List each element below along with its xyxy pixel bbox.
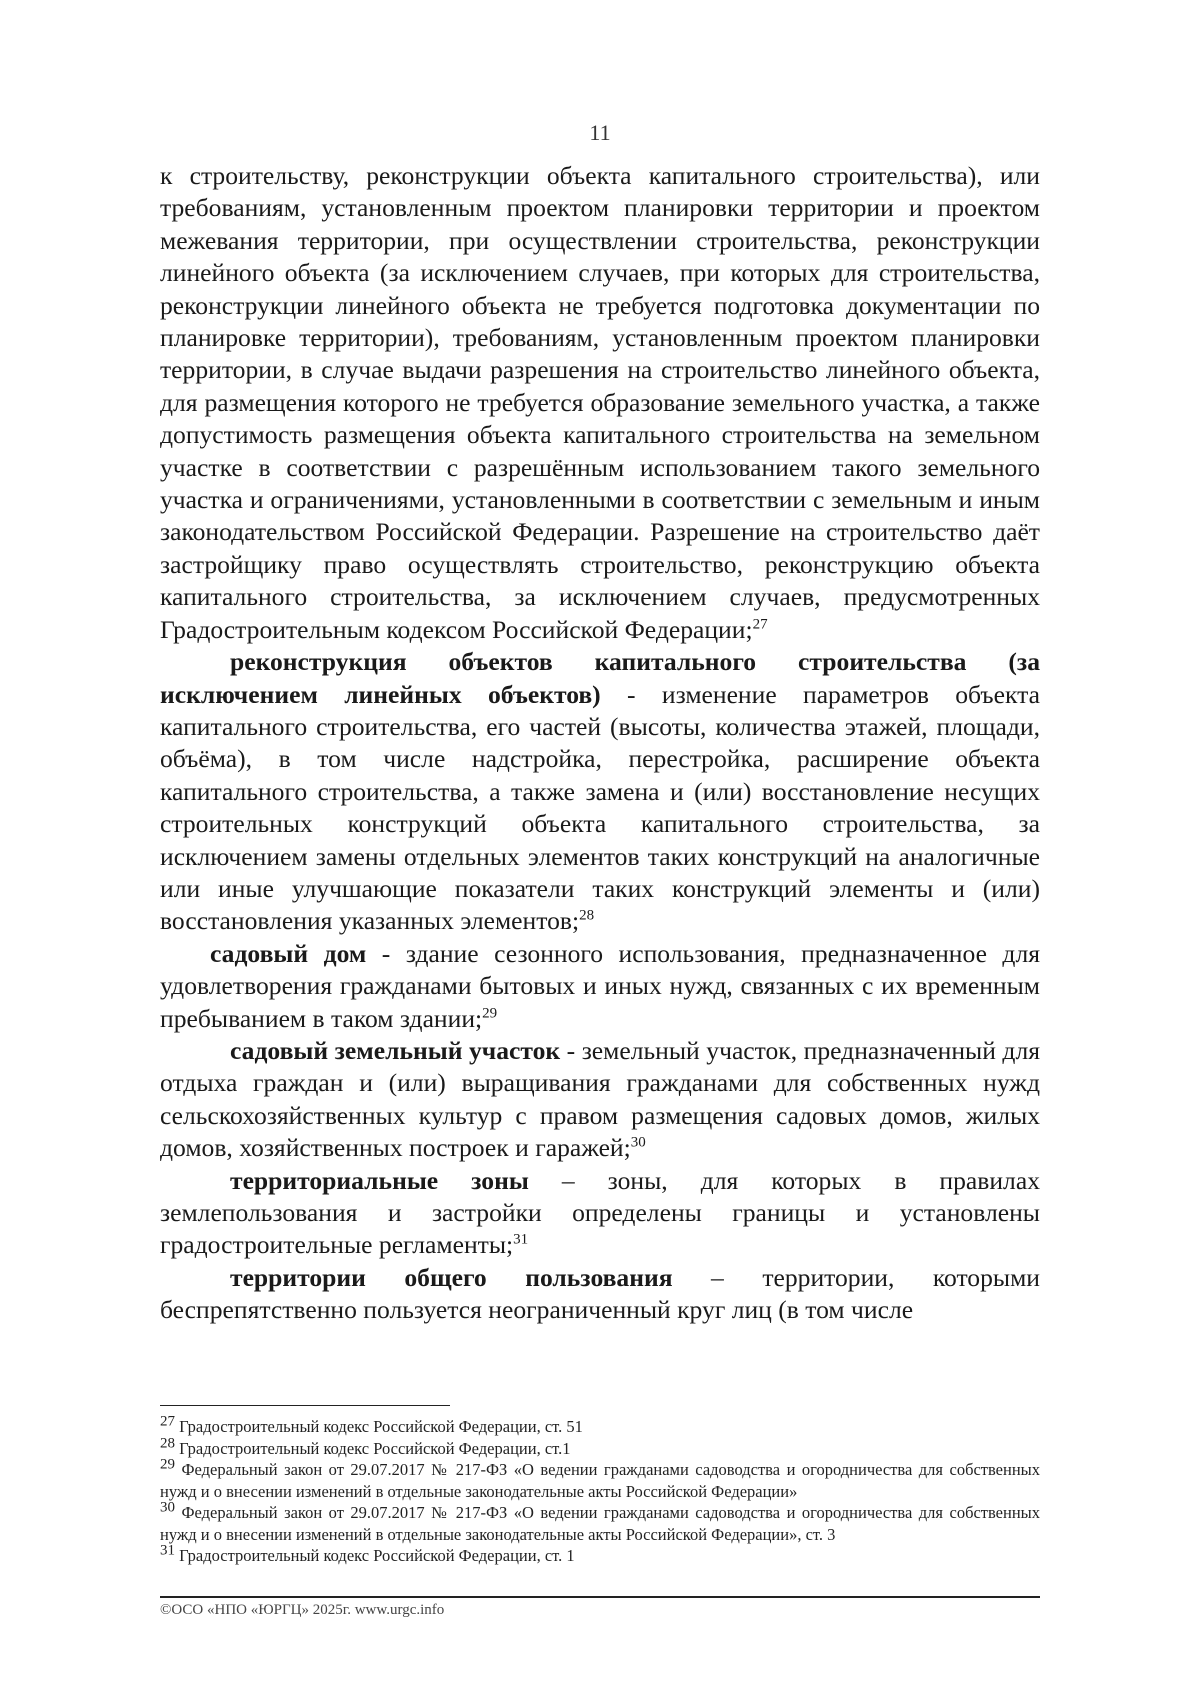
footnote-ref: 28 <box>579 907 595 924</box>
definition-text: - здание сезонного использования, предназначенное для удовлетворения гражданами бытовых и иных нужд, связанных с их временным пребыванием в таком здании; <box>160 938 1040 1033</box>
definition-text: – зоны, для которых в правилах землепользования и застройки определены границы и установлены градостроительные регламенты; <box>160 1165 1040 1260</box>
paragraph-continuation <box>160 160 1040 646</box>
footnote-number: 28 <box>160 1435 175 1451</box>
footnote <box>160 1413 1040 1438</box>
footnote <box>160 1499 1041 1545</box>
definition-term: территориальные зоны <box>230 1165 529 1195</box>
footnote-text: Градостроительный кодекс Российской Федерации, ст.1 <box>179 1438 571 1458</box>
footer-copyright: ©ОСО «НПО «ЮРГЦ» 2025г. www.urgc.info <box>160 1602 445 1618</box>
footnote-number: 29 <box>160 1456 175 1473</box>
definition-term: садовый дом <box>210 938 367 968</box>
footnote-ref: 31 <box>513 1231 529 1248</box>
footnote-ref: 29 <box>482 1005 498 1022</box>
definition-term: садовый земельный участок <box>230 1035 561 1065</box>
footnotes <box>160 1413 1041 1567</box>
definition-text: – территории, которыми беспрепятственно пользуется неограниченный круг лиц (в том числе <box>160 1262 1040 1325</box>
definition-reconstruction <box>160 646 1040 938</box>
definition-garden-plot <box>160 1035 1040 1165</box>
footnote-number: 31 <box>160 1542 175 1559</box>
definition-text: - земельный участок, предназначенный для отдыха граждан и (или) выращивания гражданами для собственных нужд сельскохозяйственных культур с правом размещения садовых домов, жилых домов, хозяйственных построек и гаражей; <box>160 1035 1040 1163</box>
footnote-text: Градостроительный кодекс Российской Федерации, ст. 1 <box>179 1546 575 1565</box>
footnote <box>160 1435 1040 1460</box>
footnote-text: Градостроительный кодекс Российской Федерации, ст. 51 <box>179 1417 583 1436</box>
footnote-text: Федеральный закон от 29.07.2017 № 217-ФЗ «О ведении гражданами садоводства и огородничества для собственных нужд и о внесении изменений в отдельные законодательные акты Российской Федерации» <box>160 1460 1041 1501</box>
body-text <box>160 160 1040 1327</box>
page-number: 11 <box>589 120 611 145</box>
definition-garden-house <box>160 938 1040 1035</box>
footnote-ref: 27 <box>752 616 768 633</box>
definition-text: - изменение параметров объекта капитального строительства, его частей (высоты, количества этажей, площади, объёма), в том числе надстройка, перестройка, расширение объекта капитального строительства, а также замена и (или) восстановление несущих строительных конструкций объекта капитального строительства, за исключением замены отдельных элементов таких конструкций на аналогичные или иные улучшающие показатели таких конструкций элементы и (или) восстановления указанных элементов; <box>160 679 1040 936</box>
definition-term: реконструкция объектов капитального строительства (за исключением линейных объектов) <box>160 647 1040 709</box>
definition-term: территории общего пользования <box>230 1262 673 1292</box>
footnote <box>160 1542 1040 1567</box>
definition-public-territories <box>160 1262 1040 1327</box>
definition-territorial-zones <box>160 1165 1040 1262</box>
footnote-number: 27 <box>160 1413 175 1430</box>
footer-separator <box>160 1596 1040 1598</box>
footnote-text: Федеральный закон от 29.07.2017 № 217-ФЗ «О ведении гражданами садоводства и огородничества для собственных нужд и о внесении изменений в отдельные законодательные акты Российской Федерации», ст. 3 <box>160 1503 1041 1544</box>
footnote <box>160 1456 1041 1502</box>
paragraph-text: к строительству, реконструкции объекта капитального строительства), или требованиям, установленным проектом планировки территории и проектом межевания территории, при осуществлении строительства, реконструкции линейного объекта (за исключением случаев, при которых для строительства, реконструкции линейного объекта не требуется подготовка документации по планировке территории), требованиям, установленным проектом планировки территории, в случае выдачи разрешения на строительство линейного объекта, для размещения которого не требуется образование земельного участка, а также допустимость размещения объекта капитального строительства на земельном участке в соответствии с разрешённым использованием такого земельного участка и ограничениями, установленными в соответствии с земельным и иным законодательством Российской Федерации. Разрешение на строительство даёт застройщику право осуществлять строительство, реконструкцию объекта капитального строительства, за исключением случаев, предусмотренных Градостроительным кодексом Российской Федерации; <box>160 161 1040 644</box>
footnote-number: 30 <box>160 1499 175 1516</box>
footnote-separator <box>160 1405 450 1406</box>
footnote-ref: 30 <box>630 1134 646 1151</box>
